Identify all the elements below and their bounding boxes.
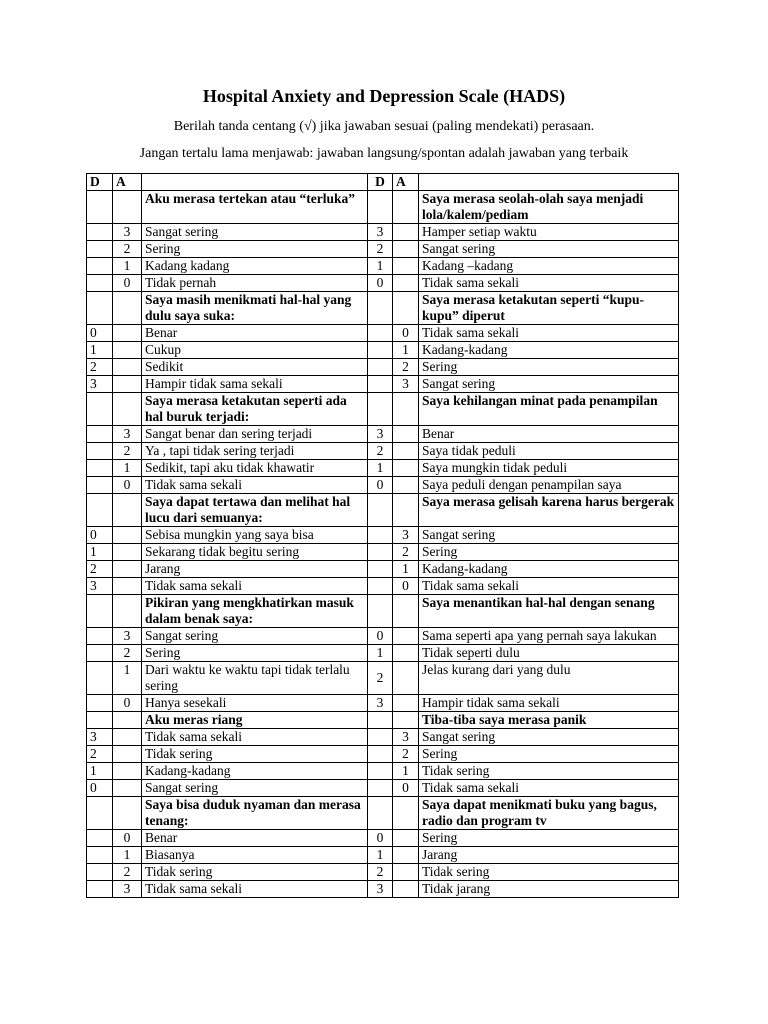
left-d-score-cell: 3 [87,729,113,746]
right-d-score-cell [368,763,393,780]
left-a-score-cell: 1 [113,847,142,864]
left-answer-text: Sekarang tidak begitu sering [142,544,368,561]
right-answer-text: Tidak sama sekali [419,275,679,292]
right-answer-text: Tidak sering [419,864,679,881]
right-answer-text: Sering [419,746,679,763]
left-question-text: Saya bisa duduk nyaman dan merasa tenang: [142,797,368,830]
table-row [87,595,679,628]
left-answer-text: Sangat sering [142,780,368,797]
left-a-score-cell [113,376,142,393]
table-row [87,191,679,224]
table-row [87,359,679,376]
table-row [87,258,679,275]
right-a-score-cell: 0 [393,578,419,595]
left-answer-text: Sering [142,241,368,258]
left-d-score-cell [87,797,113,830]
right-question-text: Saya menantikan hal-hal dengan senang [419,595,679,628]
table-row [87,561,679,578]
right-d-score-cell: 3 [368,695,393,712]
right-d-score-cell [368,729,393,746]
left-d-score-cell [87,881,113,898]
left-answer-text: Tidak sama sekali [142,477,368,494]
left-a-score-cell [113,527,142,544]
right-d-score-cell: 2 [368,864,393,881]
right-a-score-cell [393,275,419,292]
right-question-text: Saya merasa ketakutan seperti “kupu-kupu” diperut [419,292,679,325]
left-answer-text: Benar [142,830,368,847]
left-answer-text: Sangat benar dan sering terjadi [142,426,368,443]
right-d-score-cell [368,595,393,628]
right-answer-text: Sama seperti apa yang pernah saya lakukan [419,628,679,645]
right-d-score-cell: 2 [368,241,393,258]
right-d-score-cell: 0 [368,830,393,847]
left-a-score-cell: 2 [113,645,142,662]
right-answer-text: Kadang –kadang [419,258,679,275]
left-a-score-cell [113,561,142,578]
header-a-left: A [113,174,142,191]
table-row [87,544,679,561]
right-question-text: Saya merasa seolah-olah saya menjadi lola/kalem/pediam [419,191,679,224]
right-a-score-cell [393,695,419,712]
left-a-score-cell: 2 [113,241,142,258]
right-answer-text: Sering [419,359,679,376]
right-d-score-cell [368,780,393,797]
left-question-text: Aku meras riang [142,712,368,729]
right-d-score-cell [368,797,393,830]
right-a-score-cell: 0 [393,780,419,797]
header-row [87,174,679,191]
right-a-score-cell [393,595,419,628]
right-answer-text: Kadang-kadang [419,561,679,578]
header-blank-left [142,174,368,191]
left-d-score-cell [87,224,113,241]
right-d-score-cell: 0 [368,275,393,292]
left-d-score-cell [87,695,113,712]
left-answer-text: Ya , tapi tidak sering terjadi [142,443,368,460]
table-row [87,662,679,695]
right-question-text: Saya merasa gelisah karena harus bergerak [419,494,679,527]
right-a-score-cell [393,864,419,881]
right-answer-text: Tidak sering [419,763,679,780]
left-a-score-cell: 2 [113,443,142,460]
right-answer-text: Kadang-kadang [419,342,679,359]
left-a-score-cell [113,359,142,376]
left-d-score-cell: 2 [87,359,113,376]
right-a-score-cell [393,292,419,325]
right-d-score-cell [368,393,393,426]
right-d-score-cell: 1 [368,847,393,864]
right-d-score-cell: 1 [368,460,393,477]
right-a-score-cell: 3 [393,729,419,746]
table-row [87,864,679,881]
right-answer-text: Tidak sama sekali [419,325,679,342]
left-d-score-cell [87,258,113,275]
left-answer-text: Kadang kadang [142,258,368,275]
right-a-score-cell [393,191,419,224]
left-answer-text: Sangat sering [142,628,368,645]
left-answer-text: Tidak sama sekali [142,881,368,898]
left-answer-text: Sebisa mungkin yang saya bisa [142,527,368,544]
left-d-score-cell [87,241,113,258]
right-a-score-cell [393,443,419,460]
table-row [87,460,679,477]
table-body [87,174,679,898]
right-answer-text: Saya peduli dengan penampilan saya [419,477,679,494]
table-row [87,763,679,780]
left-answer-text: Tidak sama sekali [142,729,368,746]
left-a-score-cell [113,325,142,342]
right-answer-text: Sering [419,544,679,561]
left-answer-text: Cukup [142,342,368,359]
right-a-score-cell [393,662,419,695]
right-answer-text: Tidak sama sekali [419,780,679,797]
left-answer-text: Jarang [142,561,368,578]
table-row [87,729,679,746]
right-a-score-cell: 2 [393,544,419,561]
table-row [87,393,679,426]
left-d-score-cell [87,628,113,645]
right-d-score-cell [368,359,393,376]
left-d-score-cell [87,864,113,881]
left-a-score-cell [113,763,142,780]
left-a-score-cell [113,712,142,729]
table-row [87,645,679,662]
left-d-score-cell: 0 [87,527,113,544]
right-a-score-cell [393,645,419,662]
right-a-score-cell [393,426,419,443]
right-answer-text: Jelas kurang dari yang dulu [419,662,679,695]
left-d-score-cell [87,645,113,662]
left-a-score-cell [113,746,142,763]
left-answer-text: Tidak sering [142,864,368,881]
table-row [87,494,679,527]
right-question-text: Tiba-tiba saya merasa panik [419,712,679,729]
left-a-score-cell: 3 [113,881,142,898]
left-a-score-cell: 3 [113,224,142,241]
left-d-score-cell [87,712,113,729]
right-a-score-cell [393,881,419,898]
right-d-score-cell: 1 [368,258,393,275]
right-d-score-cell [368,746,393,763]
left-a-score-cell [113,393,142,426]
page-title: Hospital Anxiety and Depression Scale (HADS) [202,86,566,106]
instruction-spontaneous: Jangan tertalu lama menjawab: jawaban langsung/spontan adalah jawaban yang terbaik [139,146,629,161]
table-row [87,275,679,292]
right-d-score-cell [368,561,393,578]
right-answer-text: Sangat sering [419,729,679,746]
left-a-score-cell: 1 [113,662,142,695]
left-d-score-cell: 3 [87,376,113,393]
left-a-score-cell [113,342,142,359]
left-answer-text: Tidak sama sekali [142,578,368,595]
left-answer-text: Kadang-kadang [142,763,368,780]
left-d-score-cell [87,292,113,325]
right-d-score-cell: 3 [368,224,393,241]
left-d-score-cell: 2 [87,561,113,578]
left-d-score-cell: 2 [87,746,113,763]
right-answer-text: Sangat sering [419,376,679,393]
left-a-score-cell: 0 [113,275,142,292]
right-d-score-cell [368,494,393,527]
right-answer-text: Hampir tidak sama sekali [419,695,679,712]
right-a-score-cell: 2 [393,746,419,763]
left-a-score-cell: 3 [113,426,142,443]
right-d-score-cell [368,325,393,342]
left-answer-text: Sering [142,645,368,662]
left-a-score-cell: 1 [113,460,142,477]
table-row [87,695,679,712]
right-a-score-cell: 1 [393,763,419,780]
hads-questionnaire-table [86,173,679,898]
right-d-score-cell: 2 [368,662,393,695]
right-d-score-cell [368,191,393,224]
left-question-text: Saya masih menikmati hal-hal yang dulu saya suka: [142,292,368,325]
left-question-text: Saya merasa ketakutan seperti ada hal buruk terjadi: [142,393,368,426]
left-answer-text: Hampir tidak sama sekali [142,376,368,393]
table-row [87,847,679,864]
table-row [87,881,679,898]
table-row [87,527,679,544]
header-d-left: D [87,174,113,191]
left-d-score-cell: 1 [87,544,113,561]
right-a-score-cell [393,712,419,729]
table-row [87,780,679,797]
right-answer-text: Sangat sering [419,527,679,544]
right-a-score-cell: 1 [393,342,419,359]
header-a-right: A [393,174,419,191]
left-d-score-cell [87,595,113,628]
right-answer-text: Tidak sama sekali [419,578,679,595]
right-answer-text: Sangat sering [419,241,679,258]
right-d-score-cell [368,376,393,393]
left-d-score-cell [87,393,113,426]
right-a-score-cell [393,797,419,830]
header-blank-right [419,174,679,191]
right-a-score-cell: 3 [393,527,419,544]
instruction-checkmark: Berilah tanda centang (√) jika jawaban sesuai (paling mendekati) perasaan. [173,119,595,134]
left-d-score-cell: 1 [87,763,113,780]
right-d-score-cell: 3 [368,881,393,898]
table-row [87,477,679,494]
right-d-score-cell: 1 [368,645,393,662]
table-row [87,443,679,460]
right-a-score-cell [393,241,419,258]
right-answer-text: Sering [419,830,679,847]
right-a-score-cell [393,628,419,645]
table-row [87,830,679,847]
table-row [87,241,679,258]
left-answer-text: Dari waktu ke waktu tapi tidak terlalu sering [142,662,368,695]
left-answer-text: Benar [142,325,368,342]
left-d-score-cell: 0 [87,780,113,797]
right-a-score-cell: 3 [393,376,419,393]
right-answer-text: Jarang [419,847,679,864]
left-d-score-cell [87,494,113,527]
left-a-score-cell: 2 [113,864,142,881]
left-d-score-cell: 3 [87,578,113,595]
left-d-score-cell [87,426,113,443]
right-question-text: Saya dapat menikmati buku yang bagus, radio dan program tv [419,797,679,830]
right-d-score-cell [368,578,393,595]
left-d-score-cell [87,443,113,460]
right-d-score-cell: 3 [368,426,393,443]
left-a-score-cell [113,292,142,325]
left-a-score-cell [113,595,142,628]
right-a-score-cell [393,847,419,864]
right-d-score-cell: 0 [368,477,393,494]
right-d-score-cell [368,544,393,561]
left-a-score-cell [113,797,142,830]
left-answer-text: Sangat sering [142,224,368,241]
left-a-score-cell [113,191,142,224]
right-a-score-cell: 1 [393,561,419,578]
left-question-text: Aku merasa tertekan atau “terluka” [142,191,368,224]
left-a-score-cell: 3 [113,628,142,645]
right-d-score-cell [368,527,393,544]
left-a-score-cell [113,578,142,595]
right-d-score-cell [368,292,393,325]
table-row [87,628,679,645]
right-a-score-cell [393,460,419,477]
right-answer-text: Saya tidak peduli [419,443,679,460]
right-a-score-cell: 2 [393,359,419,376]
left-a-score-cell [113,544,142,561]
right-answer-text: Benar [419,426,679,443]
right-a-score-cell [393,830,419,847]
left-a-score-cell: 0 [113,695,142,712]
header-d-right: D [368,174,393,191]
table-row [87,292,679,325]
right-question-text: Saya kehilangan minat pada penampilan [419,393,679,426]
right-a-score-cell [393,258,419,275]
left-a-score-cell [113,780,142,797]
right-answer-text: Tidak seperti dulu [419,645,679,662]
left-a-score-cell: 1 [113,258,142,275]
right-d-score-cell: 0 [368,628,393,645]
table-row [87,578,679,595]
left-d-score-cell [87,477,113,494]
table-row [87,746,679,763]
table-row [87,325,679,342]
table-row [87,797,679,830]
right-answer-text: Tidak jarang [419,881,679,898]
right-a-score-cell [393,477,419,494]
left-d-score-cell: 1 [87,342,113,359]
left-question-text: Pikiran yang mengkhatirkan masuk dalam benak saya: [142,595,368,628]
left-a-score-cell: 0 [113,830,142,847]
right-d-score-cell [368,342,393,359]
left-d-score-cell [87,191,113,224]
left-d-score-cell [87,847,113,864]
table-row [87,224,679,241]
left-answer-text: Hanya sesekali [142,695,368,712]
left-answer-text: Biasanya [142,847,368,864]
left-answer-text: Tidak pernah [142,275,368,292]
table-row [87,426,679,443]
table-row [87,376,679,393]
left-a-score-cell: 0 [113,477,142,494]
left-d-score-cell [87,830,113,847]
right-answer-text: Hamper setiap waktu [419,224,679,241]
left-d-score-cell [87,275,113,292]
table-row [87,712,679,729]
right-a-score-cell [393,393,419,426]
left-d-score-cell [87,460,113,477]
left-answer-text: Tidak sering [142,746,368,763]
left-question-text: Saya dapat tertawa dan melihat hal lucu dari semuanya: [142,494,368,527]
right-a-score-cell [393,224,419,241]
left-answer-text: Sedikit [142,359,368,376]
right-a-score-cell [393,494,419,527]
right-d-score-cell: 2 [368,443,393,460]
left-d-score-cell: 0 [87,325,113,342]
left-a-score-cell [113,494,142,527]
left-d-score-cell [87,662,113,695]
left-answer-text: Sedikit, tapi aku tidak khawatir [142,460,368,477]
right-answer-text: Saya mungkin tidak peduli [419,460,679,477]
right-d-score-cell [368,712,393,729]
table-row [87,342,679,359]
left-a-score-cell [113,729,142,746]
right-a-score-cell: 0 [393,325,419,342]
